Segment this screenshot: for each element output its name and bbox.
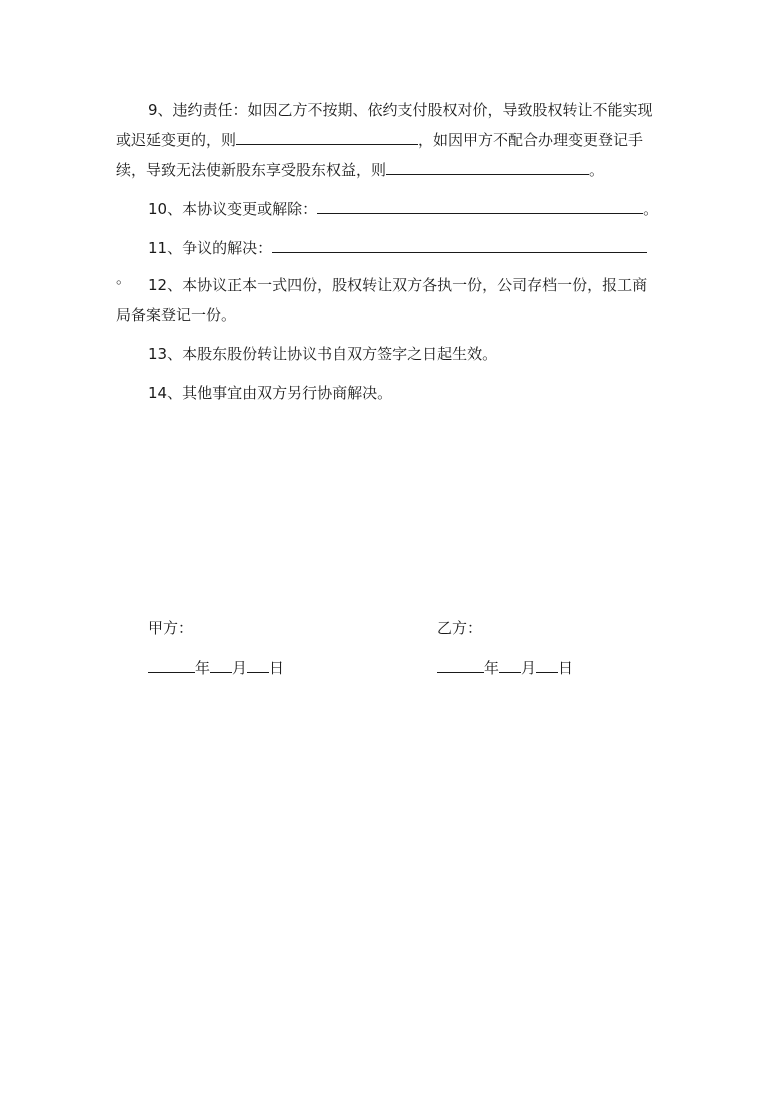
- clause-10-end: 。: [643, 200, 659, 218]
- clause-10-text: 10、本协议变更或解除：: [148, 200, 318, 218]
- party-a-day-label: 日: [269, 659, 285, 677]
- clause-9-text-2: ，如因甲方不配合办理变更登记手续，导致无法使新股东享受股东权益，则: [116, 131, 644, 179]
- party-a-month-blank[interactable]: [210, 656, 232, 673]
- clause-9-blank-2[interactable]: [386, 157, 589, 175]
- party-b-month-label: 月: [521, 659, 537, 677]
- clause-9-text-1: 9、违约责任：如因乙方不按期、依约支付股权对价，导致股权转让不能实现或迟延变更的，则: [116, 101, 653, 149]
- party-b-year-blank[interactable]: [437, 656, 484, 673]
- clause-9: [116, 95, 661, 185]
- clause-14: [116, 378, 661, 408]
- party-b-year-label: 年: [484, 659, 500, 677]
- party-b-day-blank[interactable]: [536, 656, 558, 673]
- clause-11-end: 。: [116, 269, 132, 287]
- party-a-day-blank[interactable]: [247, 656, 269, 673]
- party-b-date: [437, 656, 573, 678]
- party-b-month-blank[interactable]: [499, 656, 521, 673]
- clause-12: [116, 270, 661, 330]
- clause-9-blank-1[interactable]: [236, 127, 418, 145]
- party-a-year-label: 年: [195, 659, 211, 677]
- clause-12-text: 12、本协议正本一式四份，股权转让双方各执一份，公司存档一份，报工商局备案登记一份。: [116, 276, 648, 324]
- party-b-label: 乙方：: [437, 619, 483, 637]
- clause-10: [116, 194, 661, 224]
- clause-9-text-3: 。: [589, 161, 605, 179]
- clause-13: [116, 339, 661, 369]
- clause-14-text: 14、其他事宜由双方另行协商解决。: [148, 384, 393, 402]
- party-a-month-label: 月: [232, 659, 248, 677]
- party-a-label: 甲方：: [148, 619, 194, 637]
- clause-11-blank[interactable]: [272, 235, 647, 253]
- clause-10-blank[interactable]: [317, 196, 643, 214]
- party-a-date: [148, 656, 284, 678]
- party-b-day-label: 日: [558, 659, 574, 677]
- party-a-year-blank[interactable]: [148, 656, 195, 673]
- clause-11-text: 11、争议的解决：: [148, 239, 273, 257]
- clause-13-text: 13、本股东股份转让协议书自双方签字之日起生效。: [148, 345, 498, 363]
